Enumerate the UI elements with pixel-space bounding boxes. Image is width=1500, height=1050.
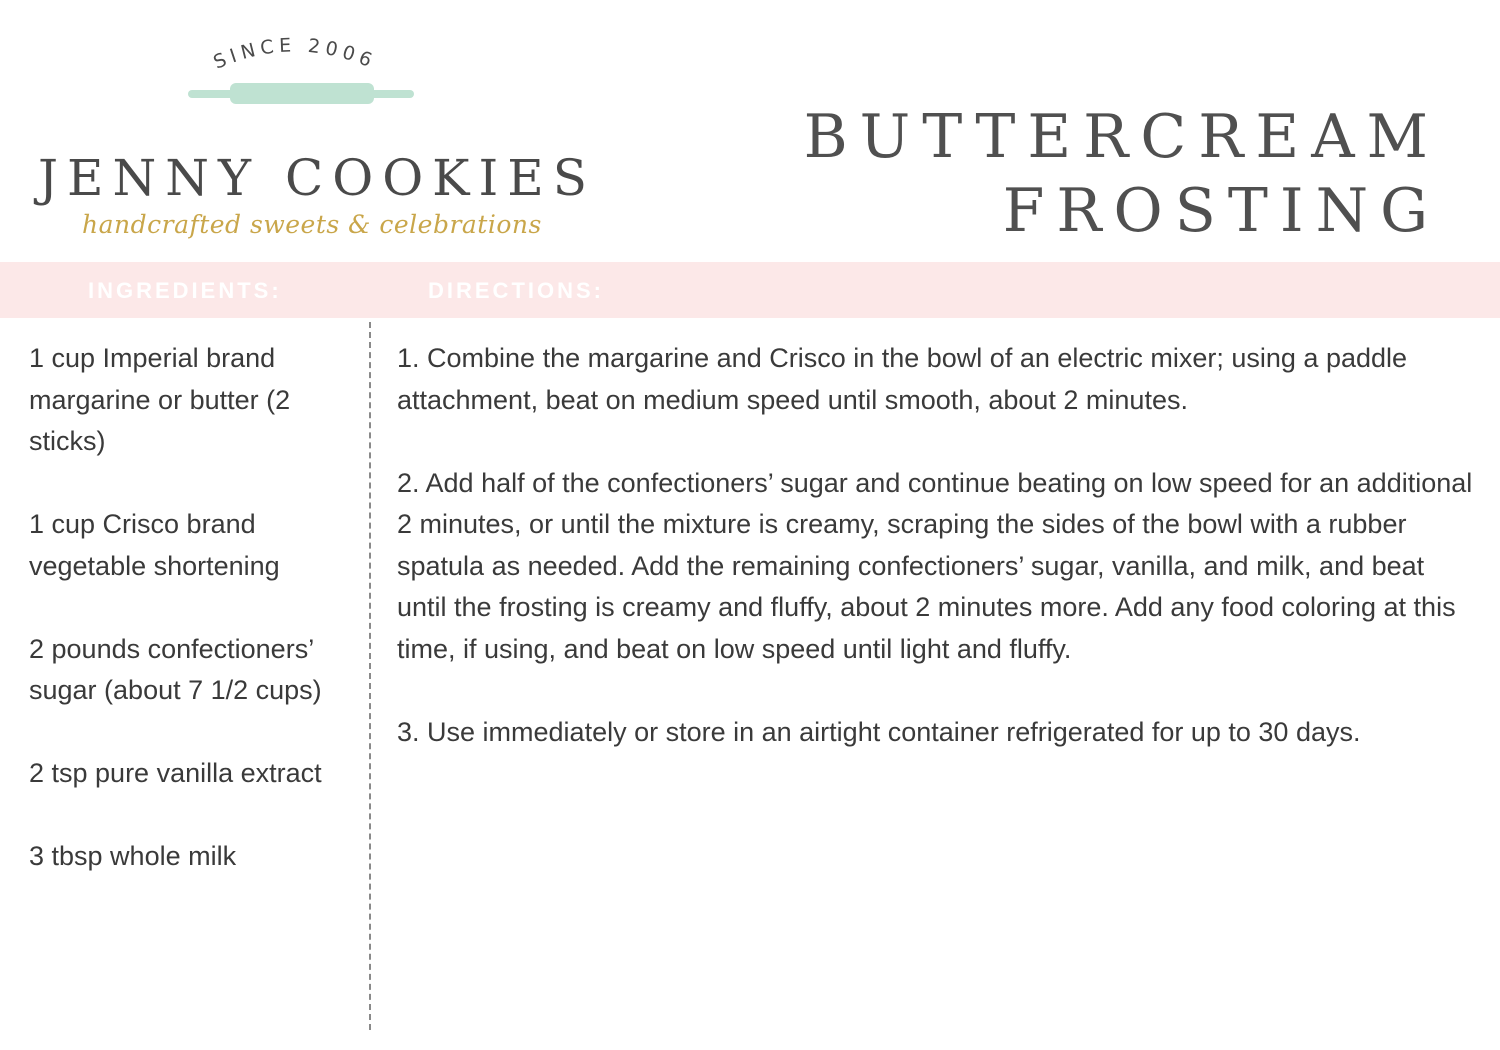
since-text: SINCE 2006 — [210, 34, 380, 74]
directions-heading: DIRECTIONS: — [428, 278, 604, 303]
direction-step: 3. Use immediately or store in an airtight container refrigerated for up to 30 days. — [397, 716, 1361, 747]
ingredients-heading: INGREDIENTS: — [88, 278, 282, 303]
ingredient-item: 2 pounds confectioners’ sugar (about 7 1/2 cups) — [29, 633, 322, 705]
ingredient-item: 1 cup Crisco brand vegetable shortening — [29, 509, 280, 581]
logo-graphic — [30, 28, 570, 138]
brand-name: JENNY COOKIES — [38, 149, 597, 207]
direction-step: 2. Add half of the confectioners’ sugar and continue beating on low speed for an additional 2 minutes, or until the mixture is creamy, scraping the sides of the bowl with a rubber spatula as needed. Add the remaining confectioners’ sugar, vanilla, and milk, and beat until the frosting is creamy and fluffy, about 2 minutes more. Add any food coloring at this time, if using, and beat on low speed until light and fluffy. — [397, 467, 1473, 664]
ingredient-item: 2 tsp pure vanilla extract — [29, 758, 322, 788]
rolling-pin-icon — [188, 83, 414, 104]
ingredients-list — [29, 338, 359, 919]
directions-list — [397, 338, 1477, 795]
column-divider — [369, 322, 371, 1030]
recipe-title-line-1: BUTTERCREAM — [803, 102, 1440, 172]
section-header-band — [0, 262, 1500, 318]
brand-logo — [30, 28, 597, 243]
direction-step: 1. Combine the margarine and Crisco in the bowl of an electric mixer; using a paddle attachment, beat on medium speed until smooth, about 2 minutes. — [397, 343, 1408, 415]
recipe-title — [760, 100, 1440, 248]
ingredient-item: 3 tbsp whole milk — [29, 841, 237, 871]
ingredient-item: 1 cup Imperial brand margarine or butter (2 sticks) — [29, 343, 291, 456]
brand-tagline: handcrafted sweets & celebrations — [82, 210, 542, 239]
recipe-title-line-2: FROSTING — [1002, 176, 1440, 246]
